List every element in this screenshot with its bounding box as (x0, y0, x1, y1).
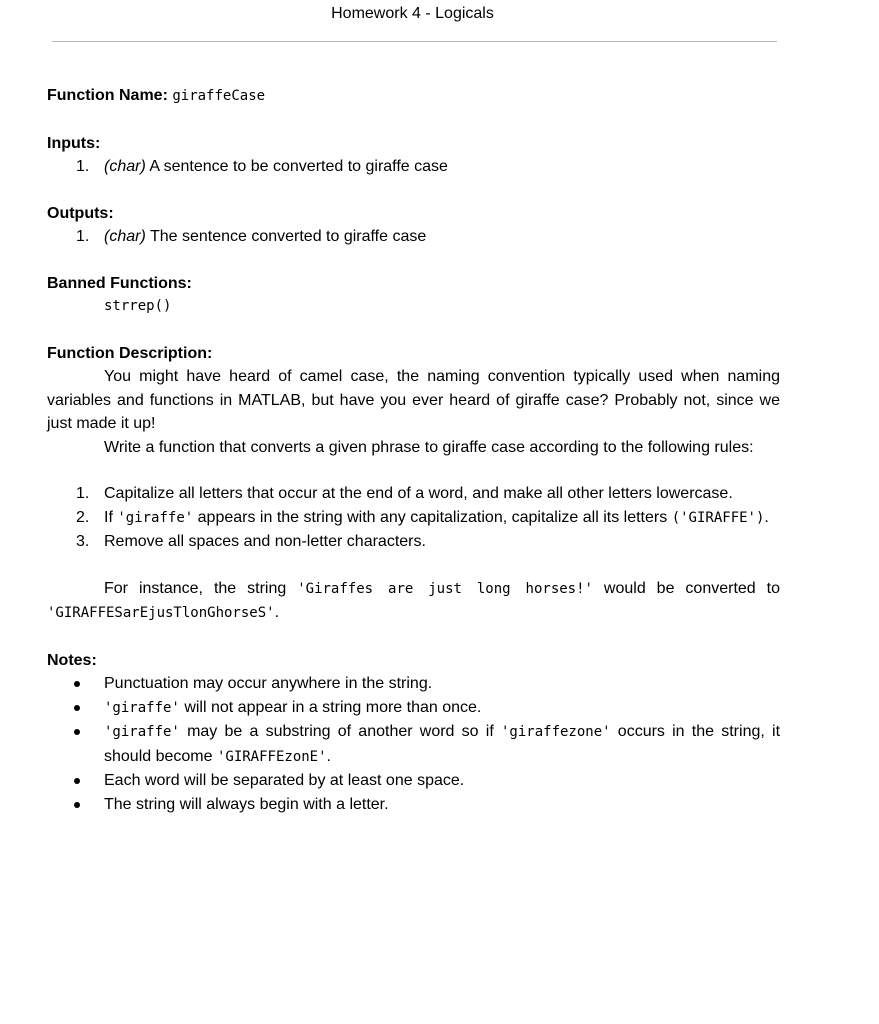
example-text: For instance, the string (104, 579, 287, 597)
rule-text: . (764, 508, 769, 526)
notes-list (47, 672, 780, 816)
note-text: will not appear in a string more than once. (184, 698, 482, 716)
function-name-value: giraffeCase (172, 88, 266, 104)
document-body (47, 84, 780, 816)
note-text: may be a substring of another word so if (187, 723, 494, 740)
note-text: Punctuation may occur anywhere in the string. (104, 675, 433, 692)
note-text: occurs in the string, it should become (104, 723, 781, 765)
description-paragraph-2: Write a function that converts a given phrase to giraffe case according to the following rules: (104, 438, 754, 456)
rule-code: ('GIRAFFE') (671, 509, 765, 526)
bullet-icon (74, 705, 80, 711)
banned-functions-title: Banned Functions: (47, 274, 192, 292)
note-text: . (326, 747, 331, 765)
rule-text: Capitalize all letters that occur at the end of a word, and make all other letters lowercase. (104, 485, 733, 502)
note-code: 'GIRAFFEzonE' (216, 748, 327, 765)
outputs-list (47, 225, 780, 249)
bullet-icon (74, 778, 80, 784)
input-item (47, 155, 780, 179)
function-name-label: Function Name: (47, 87, 168, 104)
note-code: 'giraffe' (104, 724, 180, 740)
rule-number: 3. (76, 533, 90, 550)
bullet-icon (74, 681, 80, 687)
note-text: The string will always begin with a letter. (104, 795, 389, 813)
rule-code: 'giraffe' (117, 509, 194, 526)
function-name-line (47, 84, 780, 109)
rule-number: 1. (76, 485, 90, 502)
note-item (47, 672, 780, 696)
rule-number: 2. (76, 508, 90, 526)
description-paragraph-1: You might have heard of camel case, the naming convention typically used when naming variables and functions in MATLAB, but have you ever heard of giraffe case? Probably not, since we just made it up! (47, 368, 780, 432)
rule-item (47, 506, 780, 531)
example-code: 'Giraffes are just long horses!' (297, 580, 593, 597)
example-text: would be converted to (603, 579, 780, 597)
rule-item (47, 530, 780, 554)
rule-text: appears in the string with any capitalization, capitalize all its letters (197, 508, 668, 526)
rules-list (47, 482, 780, 554)
note-item (47, 720, 780, 769)
example-paragraph (47, 577, 780, 626)
inputs-list (47, 155, 780, 179)
page-header-title: Homework 4 - Logicals (331, 5, 494, 22)
note-item (47, 696, 780, 721)
inputs-title: Inputs: (47, 134, 101, 152)
output-item (47, 225, 780, 249)
rule-text: If (104, 508, 113, 526)
note-text: Each word will be separated by at least one space. (104, 772, 465, 789)
note-code: 'giraffezone' (501, 724, 611, 740)
output-item-number: 1. (76, 228, 90, 245)
rule-text: Remove all spaces and non-letter characters. (104, 533, 426, 550)
note-code: 'giraffe' (104, 699, 180, 716)
input-item-text: A sentence to be converted to giraffe case (149, 158, 448, 175)
example-code: 'GIRAFFESarEjusTlonGhorseS' (47, 605, 275, 621)
outputs-title: Outputs: (47, 204, 114, 222)
bullet-icon (74, 729, 80, 735)
bullet-icon (74, 802, 80, 808)
banned-functions-value: strrep() (104, 298, 172, 314)
function-description-title: Function Description: (47, 344, 213, 362)
output-item-type: (char) (104, 228, 146, 245)
example-text: . (274, 604, 280, 621)
note-item (47, 769, 780, 793)
note-item (47, 793, 780, 817)
output-item-text: The sentence converted to giraffe case (149, 228, 427, 245)
notes-title: Notes: (47, 651, 97, 669)
header-divider (52, 41, 777, 42)
input-item-type: (char) (104, 158, 146, 175)
input-item-number: 1. (76, 158, 90, 175)
rule-item (47, 482, 780, 506)
